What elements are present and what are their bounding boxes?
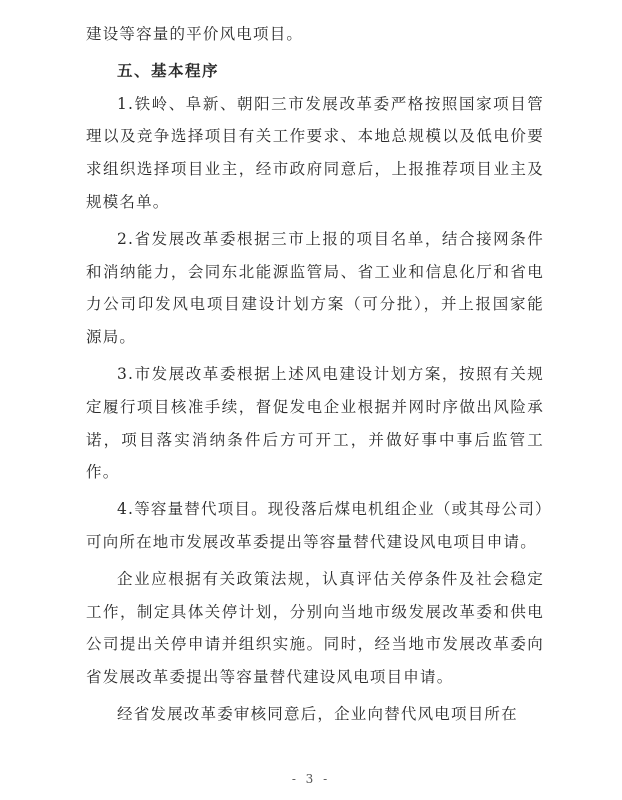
paragraph-after-approval: 经省发展改革委审核同意后，企业向替代风电项目所在 — [117, 704, 518, 723]
paragraph-item-4: 4.等容量替代项目。现役落后煤电机组企业（或其母公司）可向所在地市发展改革委提出等容量替代建设风电项目申请。 — [86, 500, 544, 551]
paragraph-enterprise-requirements: 企业应根据有关政策法规，认真评估关停条件及社会稳定工作，制定具体关停计划，分别向当地市级发展改革委和供电公司提出关停申请并组织实施。同时，经当地市发展改革委向省发展改革委提出等容量替代建设风电项目申请。 — [86, 569, 544, 687]
paragraph-item-2: 2.省发展改革委根据三市上报的项目名单，结合接网条件和消纳能力，会同东北能源监管局、省工业和信息化厅和省电力公司印发风电项目建设计划方案（可分批），并上报国家能源局。 — [86, 229, 544, 347]
section-heading-basic-procedure: 五、基本程序 — [117, 61, 220, 80]
paragraph-item-1: 1.铁岭、阜新、朝阳三市发展改革委严格按照国家项目管理以及竞争选择项目有关工作要求、本地总规模以及低电价要求组织选择项目业主，经市政府同意后，上报推荐项目业主及规模名单。 — [86, 94, 544, 211]
page-number: - 3 - — [291, 772, 331, 786]
paragraph-item-3: 3.市发展改革委根据上述风电建设计划方案，按照有关规定履行项目核准手续，督促发电企业根据并网时序做出风险承诺，项目落实消纳条件后方可开工，并做好事中事后监管工作。 — [86, 364, 544, 482]
paragraph-continuation: 建设等容量的平价风电项目。 — [86, 25, 304, 43]
